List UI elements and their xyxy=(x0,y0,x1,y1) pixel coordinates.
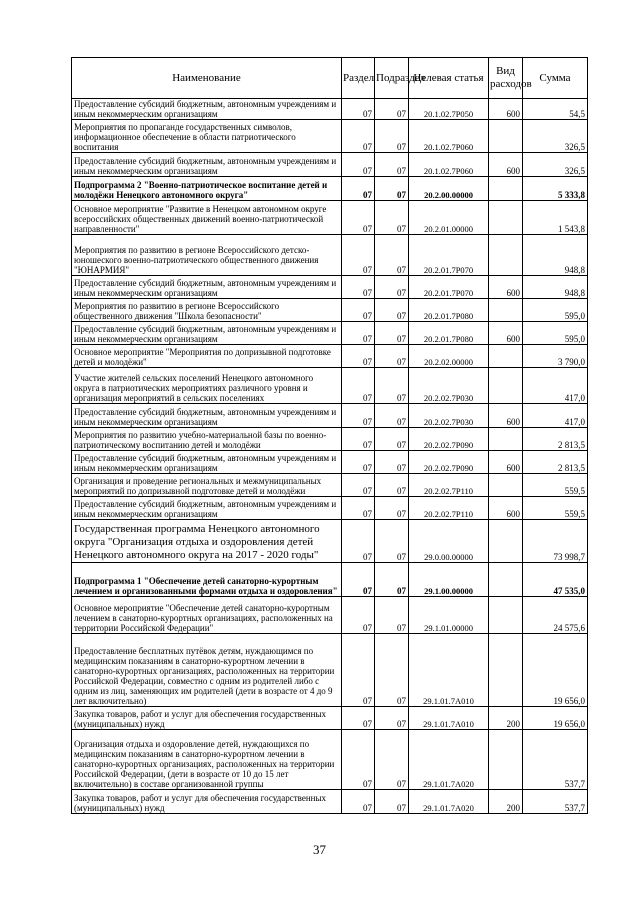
row-target: 20.2.01.7P070 xyxy=(409,276,489,299)
row-sum: 948,8 xyxy=(523,276,588,299)
row-sum: 595,0 xyxy=(523,322,588,345)
row-sum: 326,5 xyxy=(523,153,588,177)
row-sum: 326,5 xyxy=(523,120,588,153)
table-row xyxy=(72,520,588,563)
header-kind: Вид расходов xyxy=(489,58,523,99)
row-subsection: 07 xyxy=(375,634,409,707)
row-name: Государственная программа Ненецкого автономного округа "Организация отдыха и оздоровления детей Ненецкого автономного округа на 2017 - 2020 годы" xyxy=(72,520,342,563)
row-subsection: 07 xyxy=(375,99,409,120)
row-sum: 559,5 xyxy=(523,497,588,520)
row-name: Закупка товаров, работ и услуг для обеспечения государственных (муниципальных) нужд xyxy=(72,707,342,730)
header-section: Раздел xyxy=(342,58,375,99)
row-section: 07 xyxy=(342,730,375,790)
table-row xyxy=(72,368,588,404)
row-name: Закупка товаров, работ и услуг для обеспечения государственных (муниципальных) нужд xyxy=(72,790,342,814)
row-section: 07 xyxy=(342,404,375,428)
row-target: 20.2.01.7P070 xyxy=(409,235,489,276)
row-name: Организация отдыха и оздоровление детей, нуждающихся по медицинским показаниям в санаторно-курортном лечении в санаторно-курортных организациях, расположенных на территории Российской Федерации, (дети в возрасте от 10 до 15 лет включительно) в составе организованной группы xyxy=(72,730,342,790)
row-subsection: 07 xyxy=(375,404,409,428)
row-target: 29.0.00.00000 xyxy=(409,520,489,563)
row-name: Предоставление бесплатных путёвок детям, нуждающимся по медицинским показаниям в санаторно-курортном лечении в санаторно-курортных организациях, расположенных на территории Российской Федерации, совместно с одним из родителей либо с одним из лиц, заменяющих им родителей (дети в возрасте от 4 до 9 лет включительно) xyxy=(72,634,342,707)
row-target: 20.2.02.00000 xyxy=(409,345,489,368)
row-name: Мероприятия по развитию в регионе Всероссийского общественного движения "Школа безопасности" xyxy=(72,299,342,322)
row-section: 07 xyxy=(342,474,375,497)
row-subsection: 07 xyxy=(375,153,409,177)
row-subsection: 07 xyxy=(375,345,409,368)
row-kind: 600 xyxy=(489,451,523,474)
row-target: 20.2.02.7P030 xyxy=(409,404,489,428)
row-name: Участие жителей сельских поселений Ненецкого автономного округа в патриотических мероприятиях различного уровня и организация мероприятий в сельских поселениях xyxy=(72,368,342,404)
row-target: 20.2.02.7P110 xyxy=(409,497,489,520)
row-kind xyxy=(489,120,523,153)
row-kind: 600 xyxy=(489,404,523,428)
row-section: 07 xyxy=(342,345,375,368)
table-row xyxy=(72,345,588,368)
row-sum: 595,0 xyxy=(523,299,588,322)
row-name: Мероприятия по развитию в регионе Всероссийского детско-юношеского военно-патриотического общественного движения "ЮНАРМИЯ" xyxy=(72,235,342,276)
row-name: Предоставление субсидий бюджетным, автономным учреждениям и иным некоммерческим организациям xyxy=(72,276,342,299)
row-target: 29.1.01.7A020 xyxy=(409,790,489,814)
row-kind xyxy=(489,428,523,451)
row-name: Подпрограмма 1 "Обеспечение детей санаторно-курортным лечением и организованными формами отдыха и оздоровления" xyxy=(72,563,342,597)
row-kind: 600 xyxy=(489,99,523,120)
row-target: 20.1.02.7P050 xyxy=(409,99,489,120)
row-kind xyxy=(489,730,523,790)
row-name: Мероприятия по развитию учебно-материальной базы по военно-патриотическому воспитанию детей и молодёжи xyxy=(72,428,342,451)
budget-table xyxy=(71,57,588,814)
row-name: Предоставление субсидий бюджетным, автономным учреждениям и иным некоммерческим организациям xyxy=(72,153,342,177)
row-sum: 24 575,6 xyxy=(523,597,588,634)
row-kind xyxy=(489,597,523,634)
row-sum: 47 535,0 xyxy=(523,563,588,597)
row-section: 07 xyxy=(342,497,375,520)
row-kind: 200 xyxy=(489,790,523,814)
row-section: 07 xyxy=(342,201,375,235)
row-target: 20.2.02.7P110 xyxy=(409,474,489,497)
row-sum: 5 333,8 xyxy=(523,177,588,201)
table-row xyxy=(72,428,588,451)
row-name: Предоставление субсидий бюджетным, автономным учреждениям и иным некоммерческим организациям xyxy=(72,404,342,428)
row-section: 07 xyxy=(342,428,375,451)
row-section: 07 xyxy=(342,235,375,276)
row-section: 07 xyxy=(342,707,375,730)
page-number: 37 xyxy=(313,842,326,857)
row-target: 20.2.01.7P080 xyxy=(409,322,489,345)
row-section: 07 xyxy=(342,597,375,634)
row-name: Мероприятия по пропаганде государственных символов, информационное обеспечение в области патриотического воспитания xyxy=(72,120,342,153)
row-target: 20.2.02.7P090 xyxy=(409,428,489,451)
row-name: Предоставление субсидий бюджетным, автономным учреждениям и иным некоммерческим организациям xyxy=(72,451,342,474)
table-row xyxy=(72,120,588,153)
table-row xyxy=(72,563,588,597)
row-section: 07 xyxy=(342,177,375,201)
row-section: 07 xyxy=(342,451,375,474)
header-subsection: Подраздел xyxy=(375,58,409,99)
table-row xyxy=(72,276,588,299)
row-subsection: 07 xyxy=(375,707,409,730)
row-kind xyxy=(489,177,523,201)
row-section: 07 xyxy=(342,520,375,563)
row-target: 29.1.01.7A010 xyxy=(409,707,489,730)
row-subsection: 07 xyxy=(375,428,409,451)
table-row xyxy=(72,404,588,428)
row-kind: 600 xyxy=(489,276,523,299)
row-kind xyxy=(489,520,523,563)
row-subsection: 07 xyxy=(375,474,409,497)
row-target: 20.1.02.7P060 xyxy=(409,153,489,177)
row-sum: 537,7 xyxy=(523,790,588,814)
row-subsection: 07 xyxy=(375,790,409,814)
table-header-row xyxy=(72,58,588,99)
row-sum: 19 656,0 xyxy=(523,707,588,730)
table-row xyxy=(72,730,588,790)
row-target: 29.1.00.00000 xyxy=(409,563,489,597)
row-sum: 1 543,8 xyxy=(523,201,588,235)
row-kind xyxy=(489,634,523,707)
table-body xyxy=(72,99,588,814)
row-kind xyxy=(489,201,523,235)
row-kind xyxy=(489,563,523,597)
row-sum: 2 813,5 xyxy=(523,451,588,474)
row-subsection: 07 xyxy=(375,299,409,322)
row-sum: 2 813,5 xyxy=(523,428,588,451)
row-sum: 559,5 xyxy=(523,474,588,497)
row-kind xyxy=(489,235,523,276)
row-subsection: 07 xyxy=(375,276,409,299)
row-section: 07 xyxy=(342,563,375,597)
table-row xyxy=(72,597,588,634)
row-sum: 54,5 xyxy=(523,99,588,120)
row-subsection: 07 xyxy=(375,235,409,276)
row-kind: 600 xyxy=(489,497,523,520)
row-subsection: 07 xyxy=(375,597,409,634)
row-subsection: 07 xyxy=(375,322,409,345)
table-row xyxy=(72,497,588,520)
table-row xyxy=(72,177,588,201)
table-row xyxy=(72,235,588,276)
row-target: 20.2.00.00000 xyxy=(409,177,489,201)
row-subsection: 07 xyxy=(375,451,409,474)
table-row xyxy=(72,153,588,177)
row-subsection: 07 xyxy=(375,563,409,597)
row-sum: 417,0 xyxy=(523,368,588,404)
row-sum: 19 656,0 xyxy=(523,634,588,707)
row-sum: 537,7 xyxy=(523,730,588,790)
row-name: Организация и проведение региональных и межмуниципальных мероприятий по допризывной подготовке детей и молодёжи xyxy=(72,474,342,497)
header-sum: Сумма xyxy=(523,58,588,99)
row-name: Основное мероприятие "Обеспечение детей санаторно-курортным лечением в санаторно-курортных организациях, расположенных на территории Российской Федерации" xyxy=(72,597,342,634)
row-target: 29.1.01.00000 xyxy=(409,597,489,634)
row-kind xyxy=(489,474,523,497)
table-row xyxy=(72,299,588,322)
row-kind: 200 xyxy=(489,707,523,730)
table-row xyxy=(72,474,588,497)
row-kind xyxy=(489,368,523,404)
table-row xyxy=(72,634,588,707)
row-target: 20.1.02.7P060 xyxy=(409,120,489,153)
table-row xyxy=(72,99,588,120)
row-target: 20.2.01.7P080 xyxy=(409,299,489,322)
row-kind: 600 xyxy=(489,153,523,177)
row-name: Предоставление субсидий бюджетным, автономным учреждениям и иным некоммерческим организациям xyxy=(72,322,342,345)
row-name: Основное мероприятие "Мероприятия по допризывной подготовке детей и молодёжи" xyxy=(72,345,342,368)
row-section: 07 xyxy=(342,153,375,177)
row-section: 07 xyxy=(342,322,375,345)
header-name: Наименование xyxy=(72,58,342,99)
row-kind: 600 xyxy=(489,322,523,345)
table-row xyxy=(72,790,588,814)
row-subsection: 07 xyxy=(375,497,409,520)
row-section: 07 xyxy=(342,634,375,707)
row-section: 07 xyxy=(342,790,375,814)
row-section: 07 xyxy=(342,299,375,322)
row-target: 20.2.02.7P090 xyxy=(409,451,489,474)
table-row xyxy=(72,707,588,730)
row-sum: 73 998,7 xyxy=(523,520,588,563)
row-subsection: 07 xyxy=(375,120,409,153)
row-target: 29.1.01.7A010 xyxy=(409,634,489,707)
row-subsection: 07 xyxy=(375,368,409,404)
row-subsection: 07 xyxy=(375,177,409,201)
row-subsection: 07 xyxy=(375,201,409,235)
row-kind xyxy=(489,299,523,322)
row-subsection: 07 xyxy=(375,730,409,790)
row-name: Предоставление субсидий бюджетным, автономным учреждениям и иным некоммерческим организациям xyxy=(72,99,342,120)
row-target: 20.2.01.00000 xyxy=(409,201,489,235)
row-kind xyxy=(489,345,523,368)
header-target: Целевая статья xyxy=(409,58,489,99)
row-target: 29.1.01.7A020 xyxy=(409,730,489,790)
row-subsection: 07 xyxy=(375,520,409,563)
row-name: Предоставление субсидий бюджетным, автономным учреждениям и иным некоммерческим организациям xyxy=(72,497,342,520)
row-section: 07 xyxy=(342,120,375,153)
table-row xyxy=(72,322,588,345)
row-sum: 417,0 xyxy=(523,404,588,428)
row-section: 07 xyxy=(342,368,375,404)
row-section: 07 xyxy=(342,99,375,120)
row-name: Подпрограмма 2 "Военно-патриотическое воспитание детей и молодёжи Ненецкого автономного округа" xyxy=(72,177,342,201)
row-section: 07 xyxy=(342,276,375,299)
row-sum: 3 790,0 xyxy=(523,345,588,368)
table-row xyxy=(72,201,588,235)
table-row xyxy=(72,451,588,474)
row-name: Основное мероприятие "Развитие в Ненецком автономном округе всероссийских общественных движений военно-патриотической направленности" xyxy=(72,201,342,235)
row-sum: 948,8 xyxy=(523,235,588,276)
row-target: 20.2.02.7P030 xyxy=(409,368,489,404)
